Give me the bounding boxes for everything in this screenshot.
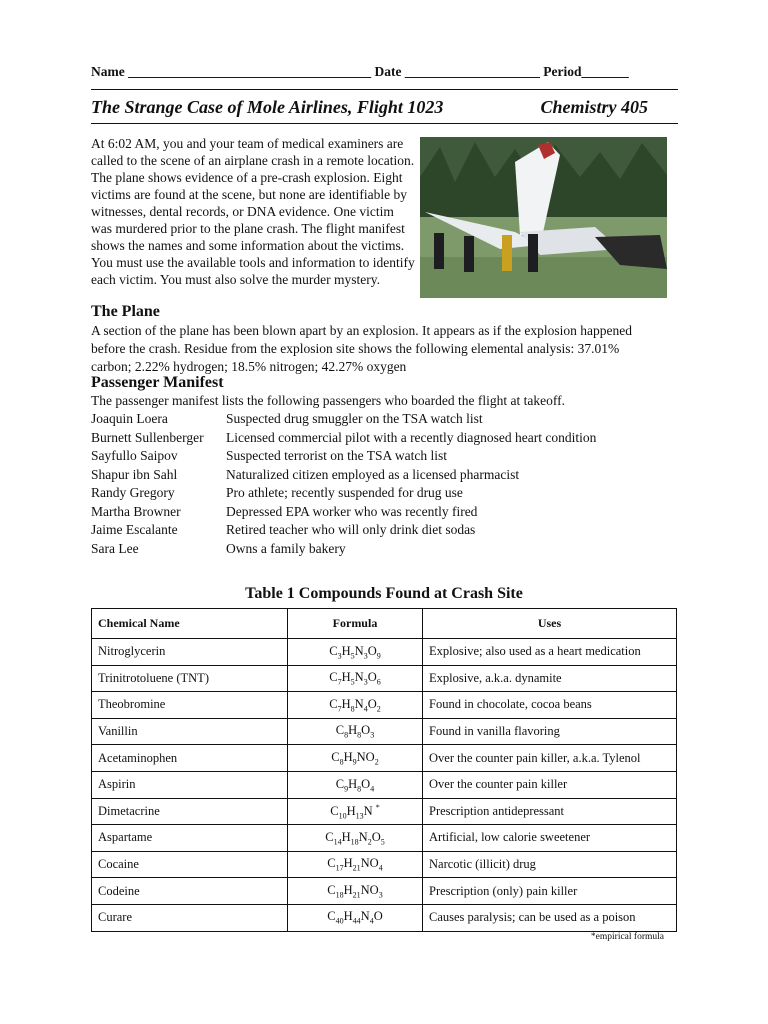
manifest-intro: The passenger manifest lists the following passengers who boarded the flight at takeoff. [91,393,566,408]
formula-cell: $C_{18}H_{21}NO_3$ [288,878,423,905]
table-footnote: *empirical formula [590,932,664,942]
compounds-table [91,608,677,932]
chemical-name-cell: Trinitrotoluene (TNT) [92,665,288,692]
passenger-name: Jaime Escalante [91,522,178,537]
table-row [92,718,677,745]
table-row [92,825,677,852]
list-item [91,521,596,540]
formula-cell: $C_{40}H_{44}N_4O$ [288,904,423,931]
formula-cell: $C_3H_5N_3O_9$ [288,639,423,666]
column-header-formula: Formula [288,609,423,639]
table-row [92,665,677,692]
list-item [91,466,596,485]
passenger-name: Randy Gregory [91,485,175,500]
passenger-description: Depressed EPA worker who was recently fired [226,503,478,519]
chemical-name-cell: Codeine [92,878,288,905]
table-row [92,798,677,825]
table-header-row [92,609,677,639]
chemical-name-cell: Vanillin [92,718,288,745]
table-row [92,692,677,719]
column-header-name: Chemical Name [92,609,288,639]
table-row [92,851,677,878]
list-item [91,410,596,429]
chemical-name-cell: Aspartame [92,825,288,852]
passenger-name: Sayfullo Saipov [91,448,178,463]
passenger-description: Owns a family bakery [226,540,346,556]
formula-cell: $C_{10}H_{13}N$ * [288,798,423,825]
header-fields: Name ____________________________________ Date ____________________ Period_______ [91,64,629,79]
uses-cell: Explosive, a.k.a. dynamite [423,665,677,692]
passenger-description: Suspected terrorist on the TSA watch list [226,448,447,463]
table-row [92,771,677,798]
list-item [91,540,596,559]
plane-heading: The Plane [91,303,160,320]
uses-cell: Found in chocolate, cocoa beans [423,692,677,719]
chemical-name-cell: Aspirin [92,771,288,798]
uses-cell: Found in vanilla flavoring [423,718,677,745]
crash-scene-image [420,137,667,298]
document-title: The Strange Case of Mole Airlines, Flight 1023 [91,97,444,117]
passenger-description: Naturalized citizen employed as a licensed pharmacist [226,466,520,482]
formula-cell: $C_{17}H_{21}NO_4$ [288,851,423,878]
passenger-name: Joaquin Loera [91,411,168,426]
formula-cell: $C_9H_8O_4$ [288,771,423,798]
formula-cell: $C_7H_5N_3O_6$ [288,665,423,692]
column-header-uses: Uses [423,609,677,639]
chemical-name-cell: Curare [92,904,288,931]
crash-photo [420,137,667,298]
formula-cell: $C_7H_8N_4O_2$ [288,692,423,719]
formula-cell: $C_8H_9NO_2$ [288,745,423,772]
list-item [91,484,596,503]
uses-cell: Over the counter pain killer [423,771,677,798]
table-row [92,639,677,666]
formula-cell: $C_8H_8O_3$ [288,718,423,745]
uses-cell: Artificial, low calorie sweetener [423,825,677,852]
chemical-name-cell: Dimetacrine [92,798,288,825]
plane-paragraph: A section of the plane has been blown apart by an explosion. It appears as if the explosion happened before the crash. Residue from the explosion site shows the following elemental analysis: 37.01% carbon; 2.22% hydrogen; 18.5% nitrogen; 42.27% oxygen [91,323,632,374]
manifest-heading: Passenger Manifest [91,374,224,391]
passenger-name: Sara Lee [91,540,139,556]
uses-cell: Prescription (only) pain killer [423,878,677,905]
chemical-name-cell: Nitroglycerin [92,639,288,666]
empirical-formula-marker: * [375,802,380,812]
chemical-name-cell: Acetaminophen [92,745,288,772]
uses-cell: Narcotic (illicit) drug [423,851,677,878]
uses-cell: Causes paralysis; can be used as a poison [423,904,677,931]
passenger-name: Shapur ibn Sahl [91,466,178,482]
uses-cell: Prescription antidepressant [423,798,677,825]
chemical-name-cell: Theobromine [92,692,288,719]
chemical-name-cell: Cocaine [92,851,288,878]
passenger-name: Martha Browner [91,503,181,519]
header-rule [91,89,678,90]
passenger-description: Retired teacher who will only drink diet sodas [226,522,476,537]
passenger-description: Suspected drug smuggler on the TSA watch list [226,411,483,426]
passenger-description: Licensed commercial pilot with a recently diagnosed heart condition [226,429,597,445]
course-name: Chemistry 405 [540,97,648,117]
passenger-name: Burnett Sullenberger [91,429,204,445]
passenger-description: Pro athlete; recently suspended for drug use [226,485,463,500]
passenger-list [91,410,596,558]
table-row [92,904,677,931]
table-row [92,745,677,772]
uses-cell: Over the counter pain killer, a.k.a. Tylenol [423,745,677,772]
list-item [91,503,596,522]
uses-cell: Explosive; also used as a heart medication [423,639,677,666]
intro-paragraph: At 6:02 AM, you and your team of medical examiners are called to the scene of an airplane crash in a remote location. The plane shows evidence of a pre-crash explosion. Eight victims are found at the scene, but none are identifiable by witnesses, dental records, or DNA evidence. One victim was murdered prior to the plane crash. The flight manifest shows the names and some information about the victims. You must use the available tools and information to identify each victim. You must also solve the murder mystery. [91,136,415,287]
list-item [91,447,596,466]
title-rule [91,123,678,124]
table-row [92,878,677,905]
formula-cell: $C_{14}H_{18}N_2O_5$ [288,825,423,852]
table-title: Table 1 Compounds Found at Crash Site [245,585,523,602]
list-item [91,429,596,448]
